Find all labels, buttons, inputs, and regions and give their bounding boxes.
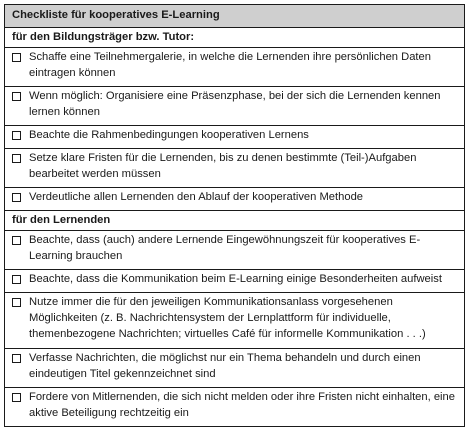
checklist-table (4, 4, 465, 427)
checkbox-icon[interactable] (12, 92, 21, 101)
checklist-item-text: Beachte die Rahmenbedingungen kooperativen Lernens (29, 129, 309, 141)
checkbox-icon[interactable] (12, 236, 21, 245)
checklist-item-text: Verdeutliche allen Lernenden den Ablauf der kooperativen Methode (29, 191, 364, 203)
checkbox-icon[interactable] (12, 354, 21, 363)
checklist-item-text: Verfasse Nachrichten, die möglichst nur ein Thema behandeln und durch einen eindeutigen Titel gekennzeichnet sind (29, 352, 421, 381)
checklist-title: Checkliste für kooperatives E-Learning (5, 5, 464, 28)
checklist-item-text: Beachte, dass die Kommunikation beim E-Learning einige Besonderheiten aufweist (29, 273, 442, 285)
checkbox-icon[interactable] (12, 193, 21, 202)
checklist-item-text: Schaffe eine Teilnehmergalerie, in welche die Lernenden ihre persönlichen Daten eintragen können (29, 51, 431, 80)
checkbox-icon[interactable] (12, 275, 21, 284)
checklist-item-text: Beachte, dass (auch) andere Lernende Eingewöhnungszeit für kooperatives E-Learning brauchen (29, 234, 421, 263)
checklist-item (5, 270, 464, 293)
section-heading-learner: für den Lernenden (5, 211, 464, 231)
checkbox-icon[interactable] (12, 298, 21, 307)
checkbox-icon[interactable] (12, 154, 21, 163)
checkbox-icon[interactable] (12, 393, 21, 402)
checklist-item (5, 126, 464, 149)
checklist-item (5, 149, 464, 188)
checklist-item (5, 188, 464, 211)
checklist-item (5, 349, 464, 388)
checklist-item-text: Nutze immer die für den jeweiligen Kommunikationsanlass vorgesehenen Möglichkeiten (z. B. Nachrichtensystem der Lernplattform für individuelle, themenbezogene Nachrichten; virtuelles Café für informelle Kommunikation . . .) (29, 296, 426, 341)
checklist-item (5, 293, 464, 349)
checklist-item (5, 231, 464, 270)
checkbox-icon[interactable] (12, 131, 21, 140)
checklist-item (5, 48, 464, 87)
section-heading-tutor: für den Bildungsträger bzw. Tutor: (5, 28, 464, 48)
checklist-item-text: Fordere von Mitlernenden, die sich nicht melden oder ihre Fristen nicht einhalten, eine aktive Beteiligung rechtzeitig ein (29, 391, 455, 420)
checklist-item (5, 87, 464, 126)
checklist-item-text: Setze klare Fristen für die Lernenden, bis zu denen bestimmte (Teil-)Aufgaben bearbeitet werden müssen (29, 152, 417, 181)
checkbox-icon[interactable] (12, 53, 21, 62)
checklist-item (5, 388, 464, 427)
checklist-item-text: Wenn möglich: Organisiere eine Präsenzphase, bei der sich die Lernenden kennen lernen können (29, 90, 441, 119)
